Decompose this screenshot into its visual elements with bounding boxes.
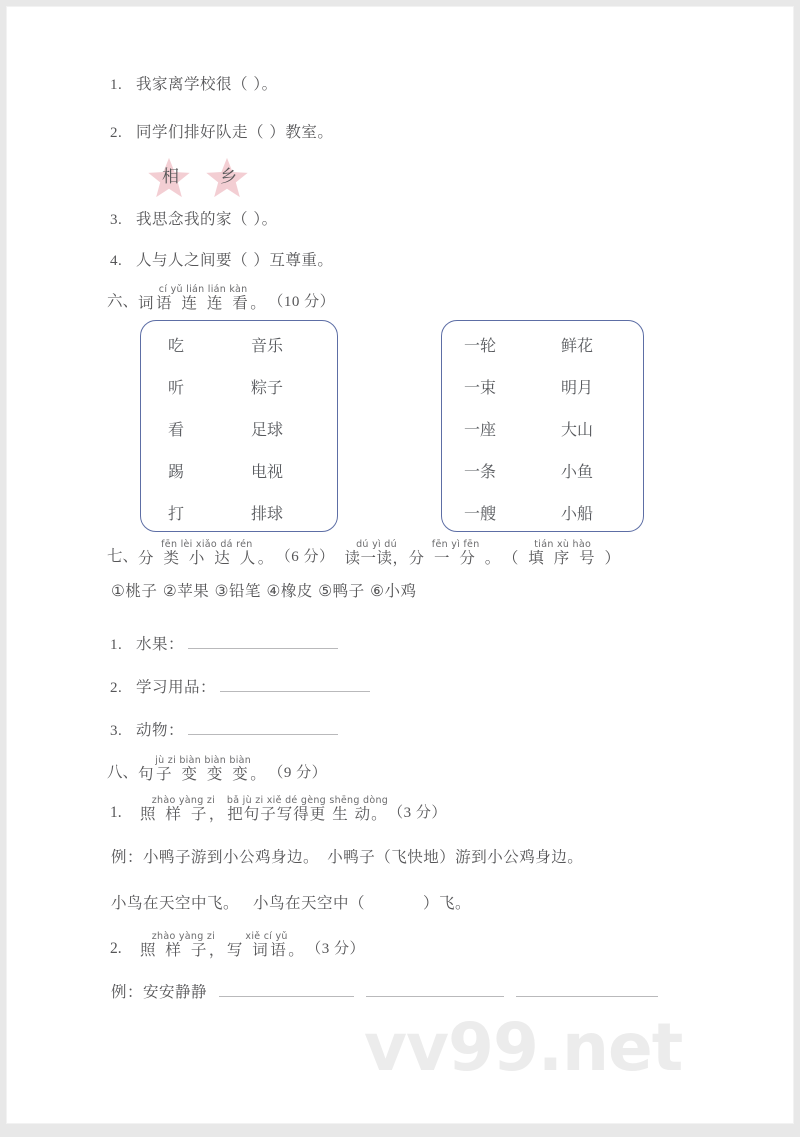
item-number: 2. [110,940,122,957]
item-number: 4. [110,253,123,269]
match-item[interactable]: 一束 [464,378,497,397]
task-2-pinyin-b: xiě cí yǔ [245,931,288,942]
practice-suffix: ）飞。 [423,894,472,912]
section-seven-title-3: 分 一 分 。 [408,548,503,567]
task-1-score: （3 分） [388,805,447,821]
match-box-right[interactable] [441,320,644,532]
match-item[interactable]: 打 [168,504,185,523]
classify-item-3 [110,718,338,740]
item-number: 3. [110,212,123,228]
match-box-left[interactable] [140,320,338,532]
practice-original: 小鸟在天空中飞。 [111,894,240,912]
item-text: 同学们排好队走（ ）教室。 [136,123,334,141]
classify-item-2 [110,675,370,697]
star-word-2: 乡 [220,167,237,186]
fill-sentence-1 [110,72,278,94]
match-right-column [561,335,593,525]
match-item[interactable]: 看 [168,420,185,439]
section-seven-title-2: 读一读， [344,548,409,567]
section-six-heading [107,285,335,311]
fill-sentence-2 [110,120,333,142]
match-item[interactable]: 小船 [561,504,594,523]
section-eight-heading [107,756,327,782]
answer-blank[interactable] [188,635,338,649]
match-item[interactable]: 一轮 [464,336,497,355]
section-seven-pinyin-3: fēn yì fēn [431,539,480,550]
task-2-text-a: 照 样 子， [140,940,227,959]
item-label: 水果： [136,635,185,653]
item-text: 我思念我的家（ ）。 [136,210,278,228]
match-item[interactable]: 踢 [168,462,185,481]
section-eight-ruby [138,756,268,782]
task-1-ruby-b [227,796,388,822]
task-2-pinyin-a: zhào yàng zi [151,931,216,942]
task-1-example: 例：小鸭子游到小公鸡身边。 小鸭子（飞快地）游到小公鸡身边。 [111,848,584,866]
section-seven-ruby [138,540,276,566]
match-item[interactable]: 鲜花 [561,336,594,355]
worksheet-content [7,7,793,1123]
item-label: 动物： [136,721,185,739]
section-eight-task-1-heading [110,796,447,822]
task-2-example-label: 例：安安静静 [111,983,208,1001]
section-seven-pinyin: fēn lèi xiǎo dá rén [161,539,253,550]
task-2-ruby-b [227,932,306,958]
answer-blank[interactable] [366,983,504,997]
item-text: 人与人之间要（ ）互尊重。 [136,251,334,269]
section-seven-ruby-3 [409,540,503,566]
item-number: 1. [110,637,123,653]
section-eight-pinyin: jù zi biàn biàn biàn [155,755,252,766]
section-eight-task-2-heading [110,932,365,958]
task-2-score: （3 分） [306,941,366,957]
match-item[interactable]: 大山 [561,420,594,439]
section-eight-score: （9 分） [268,765,328,781]
answer-blank[interactable] [220,678,370,692]
match-item[interactable]: 足球 [251,420,284,439]
task-1-pinyin-a: zhào yàng zi [151,795,216,806]
section-seven-choices: ①桃子 ②苹果 ③铅笔 ④橡皮 ⑤鸭子 ⑥小鸡 [111,582,417,600]
section-eight-title: 句子 变 变 变。 [138,764,269,783]
section-seven-ruby-4 [503,540,623,566]
item-number: 1. [110,77,123,93]
item-number: 2. [110,125,123,141]
practice-prefix: 小鸟在天空中（ [253,894,366,912]
item-number: 1. [110,804,122,821]
section-seven-ruby-2 [345,540,409,566]
task-1-pinyin-b: bǎ jù zi xiě dé gèng shēng dòng [226,795,389,806]
match-item[interactable]: 排球 [251,504,284,523]
task-1-ruby-a [140,796,227,822]
section-seven-pinyin-2: dú yì dú [356,539,397,550]
task-2-example-row [111,980,658,1002]
section-six-score: （10 分） [268,294,336,310]
item-number: 3. [110,723,123,739]
match-item[interactable]: 吃 [168,336,185,355]
section-seven-heading [107,540,623,566]
task-2-ruby-a [140,932,227,958]
star-word-1: 相 [162,167,179,186]
fill-sentence-4 [110,248,333,270]
section-six-pinyin: cí yǔ lián lián kàn [158,284,248,295]
site-watermark: vv99.net [364,1009,683,1086]
match-item[interactable]: 粽子 [251,378,284,397]
match-left-column [168,335,184,525]
match-item[interactable]: 音乐 [251,336,284,355]
answer-blank[interactable] [219,983,354,997]
section-seven-title: 分 类 小 达 人。 [138,548,276,567]
section-seven-title-4: （ 填 序 号 ） [502,548,623,567]
section-seven-pinyin-4: tián xù hào [534,539,592,550]
fill-sentence-3 [110,207,278,229]
item-number: 2. [110,680,123,696]
item-text: 我家离学校很（ ）。 [136,75,278,93]
match-item[interactable]: 一艘 [464,504,497,523]
match-item[interactable]: 明月 [561,378,594,397]
task-2-text-b: 写 词语。 [226,940,307,959]
match-item[interactable]: 一条 [464,462,497,481]
section-seven-score: （6 分） [275,549,335,565]
section-six-index: 六、 [107,292,139,310]
match-left-column [464,335,496,525]
answer-blank[interactable] [188,721,338,735]
section-eight-index: 八、 [107,763,139,781]
section-seven-index: 七、 [107,547,139,565]
worksheet-page [7,7,793,1123]
task-1-text-b: 把句子写得更 生 动。 [227,804,388,823]
match-right-column [251,335,283,525]
classify-item-1 [110,632,338,654]
match-item[interactable]: 电视 [251,462,284,481]
task-1-text-a: 照 样 子， [140,804,227,823]
answer-blank[interactable] [516,983,658,997]
section-six-ruby [138,285,268,311]
item-label: 学习用品： [136,678,217,696]
match-item[interactable]: 听 [168,378,185,397]
match-item[interactable]: 一座 [464,420,497,439]
match-item[interactable]: 小鱼 [561,462,594,481]
section-six-title: 词语 连 连 看。 [138,293,269,312]
task-1-practice [111,891,471,913]
